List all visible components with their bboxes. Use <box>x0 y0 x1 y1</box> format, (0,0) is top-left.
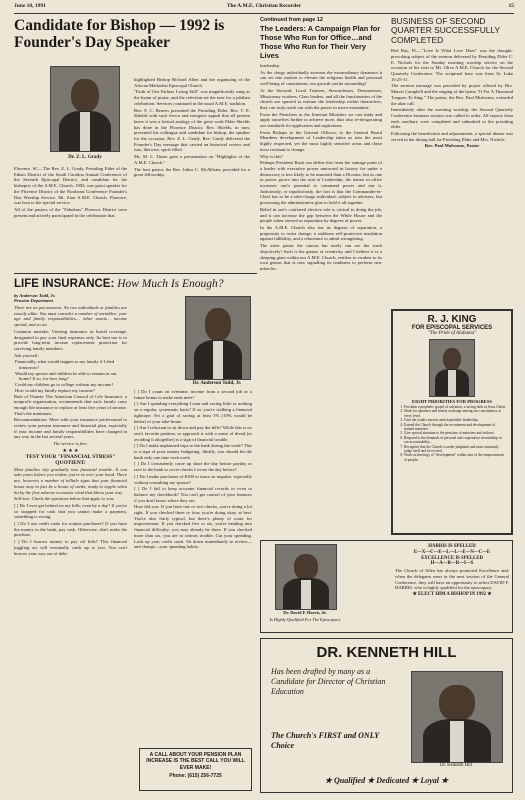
list-item: 1. Proclaim a prophetic gospel of salvation, a saving faith in Jesus Christ. <box>404 405 506 409</box>
pension-call-box: A CALL ABOUT YOUR PENSION PLAN INCREASE IS THE BEST CALL YOU WILL EVER MAKE! Phone: (615) 256-7725 <box>139 748 252 791</box>
quiz-item: [ ] Am I reluctant to sit down and pay the bills? While this is no one's favorite pastime, to approach it with a sense of dread (or avoiding it altogether) is a sign of financial trouble. <box>134 425 252 442</box>
life-column-2: [ ] Do I count on overtime, income from a second job or a future bonus to make ends meet? [ ] Am I spending everything I earn and saving little or nothing on a regular, systematic basis? If so, you're walking a financial tightrope. Set a goal of saving at least 5% (10% would be better) of your take-home. [ ] Am I reluctant to sit down and pay the bills? While this is no one's favorite pastime, to approach it with a sense of dread (or avoiding it altogether) is a sign of financial trouble. [ ] Do I make unplanned trips to the bank during the week? This is a sign of poor money budgeting. Ideally, you should hit the bank only one time each week. [ ] Do I consistently come up short the day before payday or race to the bank to cover checks I wrote the day before? [ ] Do I make purchases of $100 or more on impulse, especially without consulting my spouse? [ ] Do I fail to keep accurate financial records or even to balance my checkbook? You can't get control of your finances if you don't know where they are. How did you: If you have one or two checks, you're doing a lot right. If you checked three or four, you're doing okay, at best. You're also fairly typical, but there's plenty of room for improvement. If you checked five or six, you're heading into financial difficulty; you may already be there. If you checked more than six, you are in serious trouble. Cut your spending. Lock up your credit cards. Sit down immediately to review—and change—your spending habits. <box>134 389 252 550</box>
issue-date: June 10, 1991 <box>14 3 46 9</box>
page-number: 15 <box>508 3 514 9</box>
paper-name: The A.M.E. Christian Recorder <box>226 3 302 9</box>
hill-photo <box>411 671 503 763</box>
list-item: Financially, what would happen to my family if I died tomorrow? <box>15 359 115 371</box>
divider <box>14 273 257 274</box>
quiz-item: [ ] Am I spending everything I earn and saving little or nothing on a regular, systematic basis? If so, you're walking a financial tightrope. Set a goal of saving at least 5% (10% would be better) of your take-home. <box>134 401 252 424</box>
second-quarter-headline: BUSINESS OF SECOND QUARTER SUCCESSFULLY COMPLETED <box>391 16 500 45</box>
list-item: 3. Give the youth concrete and responsible leadership. <box>404 418 506 422</box>
quiz-item: [ ] Do I consistently come up short the day before payday or race to the bank to cover checks I wrote the day before? <box>134 461 252 473</box>
list-item: 7. Recognize that the Church is under judgment and must constantly judge itself and be revised. <box>404 445 506 454</box>
harris-photo <box>275 544 337 610</box>
pastor-signature: Rev. Paul Mulveaux, Pastor <box>424 143 480 149</box>
priorities-list <box>404 405 506 462</box>
quiz-item: [ ] Do I fail to keep accurate financial records or even to balance my checkbook? You can't get control of your finances if you don't know where they are. <box>134 486 252 503</box>
list-item: Could my children go to college without my income? <box>15 382 114 388</box>
list-item: 8. Work on theology of "development" within area of the empowerment of people. <box>404 453 506 462</box>
quiz-item: [ ] Do I borrow money to pay off bills? This financial juggling act will eventually catch up to you. You can't borrow your way out of debt. <box>14 539 127 556</box>
quiz-title: TEST YOUR "FINANCIAL STRESS" QUOTIENT: <box>25 453 116 467</box>
king-ad: R. J. KING FOR EPISCOPAL SERVICES "The Pride of Alabama" EIGHT PRIORITIES FOR PROGRESS 1. Proclaim a prophetic gospel of salvation, a saving faith in Jesus Christ. 2. Work for openness and honest exchange among our constituency at every level. 3. Give the youth concrete and responsible leadership. 4. Extend the Church through the recruitment and development of trained ministers. 5. Give special attention to the pensions of ministers and widows. 6. Respond to the demands of personal and cooperative stewardship in our accountability. 7. Recognize that the Church is under judgment and must constantly judge itself and be revised. 8. Work on theology of "development" within area of the empowerment of people. <box>391 309 513 535</box>
todd-photo <box>185 296 251 380</box>
grady-photo <box>50 66 120 152</box>
list-item: How would my family replace my income? <box>15 387 95 393</box>
grady-column-1: Florence, SC—The Rev. Z. L. Grady, Presiding Elder of the Edisto District of the South Carolina Annual Conference of the Seventh Episcopal District, and candidate for the bishopric of the A.M.E. Church, 1992, was guest speaker for the Florence District of the Northeast Conference Founder's Day Worship Service. Mt. Zion A.M.E. Church, Florence, was host to the special service. All of the pastors of the "Fabulous" Florence District were present and actively participated in the celebration that <box>14 166 127 218</box>
harris-ad: Dr. David F. Harris, Sr. Is Highly Qualified For The Episcopacy HARRIS IS SPELLED E—X—C—E—L—L—E—N—C—E EXCELLENCE IS SPELLED H—A—R—R—I—S The Church of Allen has always promoted Excellence and, when the delegates meet in the next session of the General Conference, they will have an opportunity to select DAVID F. HARRIS, who is highly qualified for the episcopacy. ★ ELECT HIM A BISHOP IN 1992 ★ <box>260 540 513 633</box>
quiz-item: [ ] Do I use credit cards for routine purchases? If you have the money in the bank, pay cash. Otherwise, don't make the purchase. <box>14 521 127 538</box>
grady-caption: Dr. Z. L. Grady <box>68 155 102 160</box>
list-item: 2. Work for openness and honest exchange among our constituency at every level. <box>404 409 506 418</box>
page-header <box>14 3 514 14</box>
list-item: 6. Respond to the demands of personal and cooperative stewardship in our accountability. <box>404 436 506 445</box>
list-item: Would my spouse and children be able to remain in our home? If so, for how long? <box>15 370 117 382</box>
life-column-1: by Anderson Todd, Jr. Pension Department There are no pat answers. No two individuals or families are exactly alike. You must consider a number of variables: your age and family responsibilities… other assets… income spread, and so on. Common mistake: Viewing insurance as burial coverage, designated to pay your final expenses only. Its best use is to provide long-term income replacement protection for surviving family members. Ask yourself: Financially, what would happen to my family if I died tomorrow? Would my spouse and children be able to remain in our home? If so, for how long? Could my children go to college without my income? How would my family replace my income? Rule of Thumb: The American Council of Life Insurance, a nonprofit organization, recommends that each family carry enough life insurance to replace at least five years of income. That's the minimum. Recommendation: Meet with your insurance professional to review your present insurance and financial plan, especially if your income and family responsibilities have changed in any way in the last several years. The service is free. ★ ★ ★ TEST YOUR "FINANCIAL STRESS" QUOTIENT: Most families slip gradually into financial trouble. It can take years before you realize you're in over your head. There are, however, a number of telltale signs that your financial house may in fact be a house of cards, ready to topple when hit by the first adverse economic wind that blows your way. Self-test. Check the questions below that apply to you: [ ] Do I ever get behind on my bills, even by a day? If you're so strapped for cash that you cannot make a payment, something is wrong. [ ] Do I use credit cards for routine purchases? If you have the money in the bank, pay cash. Otherwise, don't make the purchase. [ ] Do I borrow money to pay off bills? This financial juggling act will eventually catch up to you. You can't borrow your way out of debt. <box>14 293 127 556</box>
quiz-item: [ ] Do I ever get behind on my bills, even by a day? If you're so strapped for cash that you cannot make a payment, something is wrong. <box>14 502 127 520</box>
grady-column-2: highlighted Bishop Richard Allen and the organizing of the African Methodist Episcopal Church. "Faith of Our Fathers Living Still" was magnificently sung as the hymn of praise, and the selection set the tone for a jubilant celebration. Services continued in the usual A.M.E. tradition. Rev. F. C. Reaves presented the Presiding Elder, Rev. T. E. Shields with such fervor and energetic appeal that all present knew it was a factual analogy of the great work Elder Shields has done in the Florence District. Rev. Shields, in turn, presented his colleague and candidate for bishop, the speaker for the occasion, Rev. Z. L. Grady. Rev. Grady delivered the Founder's Day message that carried an historical review and was, likewise, spirit-filled. Ms. M. L. Times gave a presentation on "Highlights of the A.M.E. Church." The host pastor, the Rev. Julius C. McAllister, provided for a great fellowship. <box>134 77 250 178</box>
life-insurance-headline: LIFE INSURANCE: How Much Is Enough? <box>14 278 224 290</box>
hill-footer: ★ Qualified ★ Dedicated ★ Loyal ★ <box>324 776 449 785</box>
grady-headline: Candidate for Bishop — 1992 is Founder's Day Speaker <box>14 17 225 51</box>
quiz-item: [ ] Do I count on overtime, income from a second job or a future bonus to make ends meet? <box>134 389 252 400</box>
pension-phone: Phone: (615) 256-7725 <box>169 773 222 780</box>
continued-label: Continued from page 12 <box>260 17 323 23</box>
list-item: 4. Extend the Church through the recruitment and development of trained ministers. <box>404 423 506 432</box>
king-photo <box>429 339 475 397</box>
leaders-column: Continued from page 12 The Leaders: A Campaign Plan for Those Who Run for Office…and Those Who Run for Their Very Lives leadership. As the clergy individually assesses the extraordinary dynamics it can set into motion to elevate the religious health and personal well-being of constituents, our growth can be astounding! At the Steward, Local Trustees, Stewardesses, Deaconesses, Missionary workers, Class leaders, and all the functionaries of the church are spurred to nurture the leadership within themselves, they can truly reach out with the power to move mountains. From the Preachers to the Itinerant Ministers we can study and apply ourselves further to achieve more, thus also re-invigorating our standards for application and aspirations. From Bishops to the General Officers, to the General Board Members development of Leadership takes us into the most highly respected, yet the most highly sensitive areas and those most resistant to change. Why is this? Perhaps President Bush can define this from the vantage point of a leader with executive power untoward in history for under a democracy is less likely to be unseated than a Dictator, but as one in power grows into the seat of Leadership, the tenure in office increases one's potential to command power and use it. Judiciously, or injudiciously, the fact is that the Commander-in-Chief has to be a take-charge individual, subject to advisors, but possessing the administrative glue to hold it all together. Belief in one's conferred elective role is critical to doing the job, and it can increase the gap between the White House and the people when viewed as separation by degrees of power. In the A.M.E. Church also has its degrees of separation, a propensity to resist change, a stubborn self-protective insulation against fallibility, and a reluctance to admit wrongdoing. The artist paints the canvas but rarely can see the work objectively! Such is the genius of creativity, and I believe it is a sleeping giant within our A.M.E. Church, restless to awaken to its own genius that is now signalling its readiness to perform new miracles. <box>260 17 382 271</box>
todd-caption: Dr. Anderson Todd, Jr. <box>192 381 242 386</box>
hill-ad: DR. KENNETH HILL Has been drafted by many as a Candidate for Director of Christian Education The Church's FIRST and ONLY Choice Dr. Kenneth Hill ★ Qualified ★ Dedicated ★ Loyal ★ <box>260 638 513 793</box>
quiz-item: [ ] Do I make unplanned trips to the bank during the week? This is a sign of poor money budgeting. Ideally, you should hit the bank only one time each week. <box>134 443 252 460</box>
second-quarter-article: BUSINESS OF SECOND QUARTER SUCCESSFULLY COMPLETED Red Bay, FL—"Love Is What Love Does" was the thought-provoking subject of the sermon delivered by Presiding Elder C. E. Nichols for the Sunday morning worship service on the occasion of his visit to Mt. Olive A.M.E. Church for the Second Quarterly Conference. The scriptural base was from St. Luke 10:25-31. The sermon message was preceded by prayer offered by Bro. Marvis Campbell and the singing of the hymn "O For A Thousand Tongues To Sing." The pastor, the Rev. Paul Mulveaux, extended the altar call. Immediately after the morning worship, the Second Quarterly Conference business session was called to order. All reports from each auxiliary were completed and submitted to the presiding elder. Following the benediction and adjournment, a special dinner was served in the dining hall for Presiding Elder and Mrs. Nichols. Rev. Paul Mulveaux, Pastor <box>391 16 513 149</box>
quiz-item: [ ] Do I make purchases of $100 or more on impulse, especially without consulting my spouse? <box>134 473 252 485</box>
leaders-headline: The Leaders: A Campaign Plan for Those Who Run for Office…and Those Who Run for Their Very Lives <box>260 24 381 60</box>
list-item: 5. Give special attention to the pensions of ministers and widows. <box>404 431 506 435</box>
